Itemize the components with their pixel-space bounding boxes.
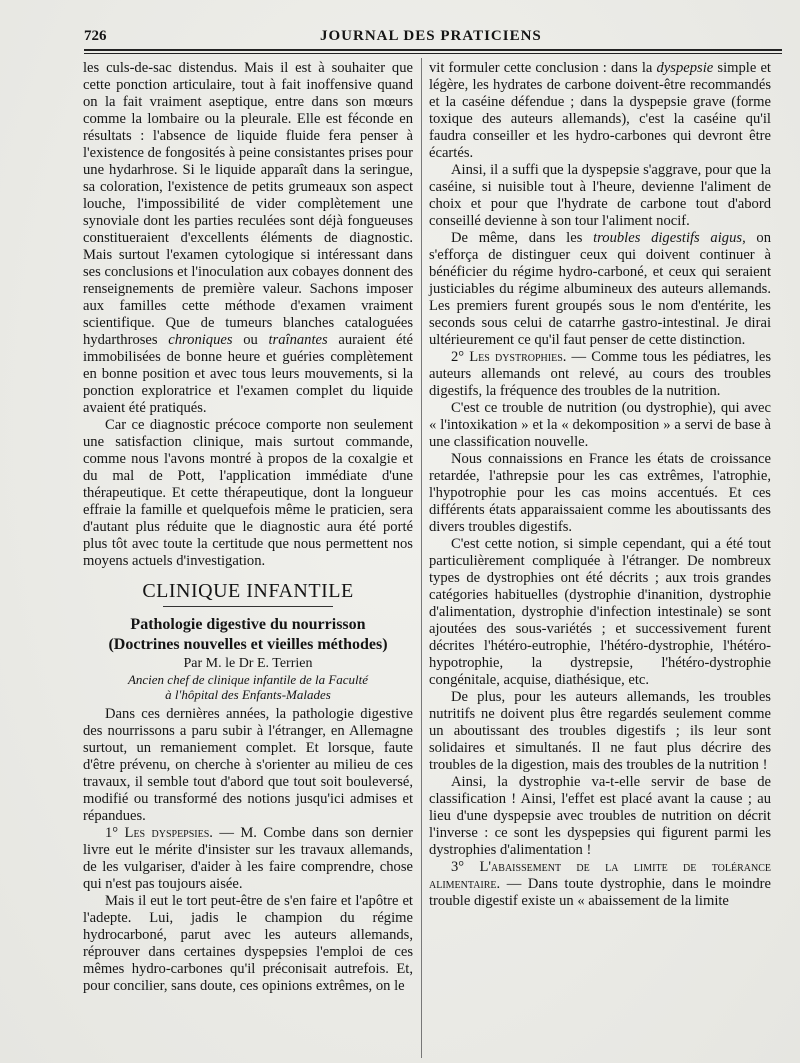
paragraph: Nous connaissions en France les états de croissance retardée, l'athrepsie pour les cas extrêmes, l'atrophie, l'hypotrophie pour les cas moins accentués. Et ces différents états apparaissaient comme les aboutissants des divers troubles digestifs. [429,451,771,535]
paragraph: De plus, pour les auteurs allemands, les troubles nutritifs ne doivent plus être regardés seulement comme un aboutissant des troubles digestifs ; ils leur sont solidaires et simultanés. Il ne faut plus décrire des troubles de la digestion, mais des troubles de la nutrition ! [429,689,771,773]
section-rule [163,606,333,607]
paragraph: 2° Les dystrophies. — Comme tous les pédiatres, les auteurs allemands ont relevé, au cours des troubles digestifs, la fréquence des troubles de la nutrition. [429,349,771,399]
journal-title: JOURNAL DES PRATICIENS [320,28,542,44]
section-title: CLINIQUE INFANTILE [142,580,354,602]
paragraph: C'est ce trouble de nutrition (ou dystrophie), qui avec « l'intoxikation » et la « dekomposition » a servi de base à une classification nouvelle. [429,400,771,450]
paragraph: C'est cette notion, si simple cependant, qui a été tout particulièrement compliquée à l'étranger. De nombreux types de dystrophies ont été décrits ; aux trois grandes catégories habituelles (dystrophie d'inanition, dystrophie d'alimentation, dystrophie d'infection intestinale) se sont ajoutées des sous-variétés ; et successivement furent décrites l'hétéro-eutrophie, l'hétéro-dystrophie, l'hétéro-hypotrophie, la dystrepsie, l'hétéro-dystrophie congénitale, acquise, diathésique, etc. [429,536,771,688]
paragraph: Mais il eut le tort peut-être de s'en faire et l'apôtre et l'adepte. Lui, jadis le champion du régime hydrocarboné, parut avec les auteurs allemands, réprouver dans certaines dyspepsies l'emploi de ces mêmes hydro-carbones qu'il préconisait autrefois. Et, pour concilier, sans doute, ces opinions extrêmes, on le [83,893,413,994]
paragraph: 3° L'abaissement de la limite de tolérance alimentaire. — Dans toute dystrophie, dans le moindre trouble digestif existe un « abaissement de la limite [429,859,771,909]
author-line: Par M. le Dr E. Terrien [183,656,313,671]
header-rule [84,49,782,54]
page-number: 726 [84,28,107,44]
article-subtitle: (Doctrines nouvelles et vieilles méthodes) [108,636,388,653]
right-column [429,60,771,910]
paragraph: Car ce diagnostic précoce comporte non seulement une satisfaction clinique, mais surtout commande, comme nous l'avons montré à propos de la coxalgie et du mal de Pott, l'application immédiate d'une thérapeutique. Et cette thérapeutique, dont la longueur effraie la famille et quelquefois même le praticien, sera d'autant plus réduite que le diagnostic aura été porté plus tôt avec toute la certitude que nous permettent nos moyens actuels d'investigation. [83,417,413,569]
left-column [83,60,413,995]
paragraph: Ainsi, il a suffi que la dyspepsie s'aggrave, pour que la caséine, si nuisible tout à l'heure, devienne l'aliment de choix et pour que l'hydrate de carbone tout d'abord conseillé devienne à son tour l'aliment nocif. [429,162,771,229]
paragraph: Dans ces dernières années, la pathologie digestive des nourrissons a paru subir à l'étranger, en Allemagne surtout, un remaniement complet. Et lorsque, faute d'être prévenu, on cherche à s'orienter au milieu de ces travaux, il semble tout d'abord que tout soit bouleversé, modifié ou transformé des notions jusqu'ici admises et répandues. [83,706,413,824]
author-affiliation: Ancien chef de clinique infantile de la Faculté [127,672,369,687]
paragraph: les culs-de-sac distendus. Mais il est à souhaiter que cette ponction articulaire, tout à fait inoffensive quand on la fait vraiment aseptique, entre dans son mœurs comme la lombaire ou la pleurale. Elle est féconde en résultats : l'absence de liquide fluide fera penser à l'existence de fongosités à peine consistantes prises pour une hydarhrose. Si le liquide apparaît dans la seringue, sa coloration, l'existence de petits grumeaux son aspect louche, l'impossibilité de vider complètement une synoviale dont les parties reculées sont déjà fongueuses constitueraient d'excellents éléments de diagnostic. Mais surtout l'examen cytologique si intéressant dans ses conclusions et l'inoculation aux cobayes donnent des renseignements de première valeur. Sachons imposer aux familles cette méthode d'examen vraiment scientifique. Que de tumeurs blanches cataloguées hydarthroses chroniques ou traînantes auraient été immobilisées de bonne heure et guéries complètement en bonne position et avec tous leurs mouvements, si la ponction exploratrice et l'examen complet du liquide avaient été pratiqués. [83,60,414,416]
author-affiliation: à l'hôpital des Enfants-Malades [165,687,331,702]
column-divider [421,58,422,1058]
paragraph: Ainsi, la dystrophie va-t-elle servir de base de classification ! Ainsi, l'effet est placé avant la cause ; au lieu d'une dyspepsie avec troubles de nutrition on décrit l'inverse : ce sont les dyspepsies qui figurent parmi les dystrophies d'alimentation ! [429,774,771,858]
paragraph: De même, dans les troubles digestifs aigus, on s'efforça de distinguer ceux qui doivent continuer à bénéficier du régime hydro-carboné, et ceux qui seraient justiciables du régime albumineux des auteurs allemands. Les premiers furent groupés sous le nom d'entérite, les seconds sous celui de catarrhe gastro-intestinal. Je dirai ultérieurement ce qu'il faut penser de cette distinction. [429,230,772,348]
paragraph: 1° Les dyspepsies. — M. Combe dans son dernier livre eut le mérite d'insister sur les travaux allemands, de les vulgariser, d'aider à les faire comprendre, chose qui n'est pas toujours aisée. [83,825,413,892]
article-title: Pathologie digestive du nourrisson [130,616,366,633]
paragraph: vit formuler cette conclusion : dans la dyspepsie simple et légère, les hydrates de carbone doivent-être recommandés et la caséine défendue ; dans la dyspepsie grave (forme toxique des auteurs allemands), c'est la caséine qu'il faudra conseiller et les hydro-carbones qui devront être écartés. [429,60,771,161]
running-header [84,24,782,46]
